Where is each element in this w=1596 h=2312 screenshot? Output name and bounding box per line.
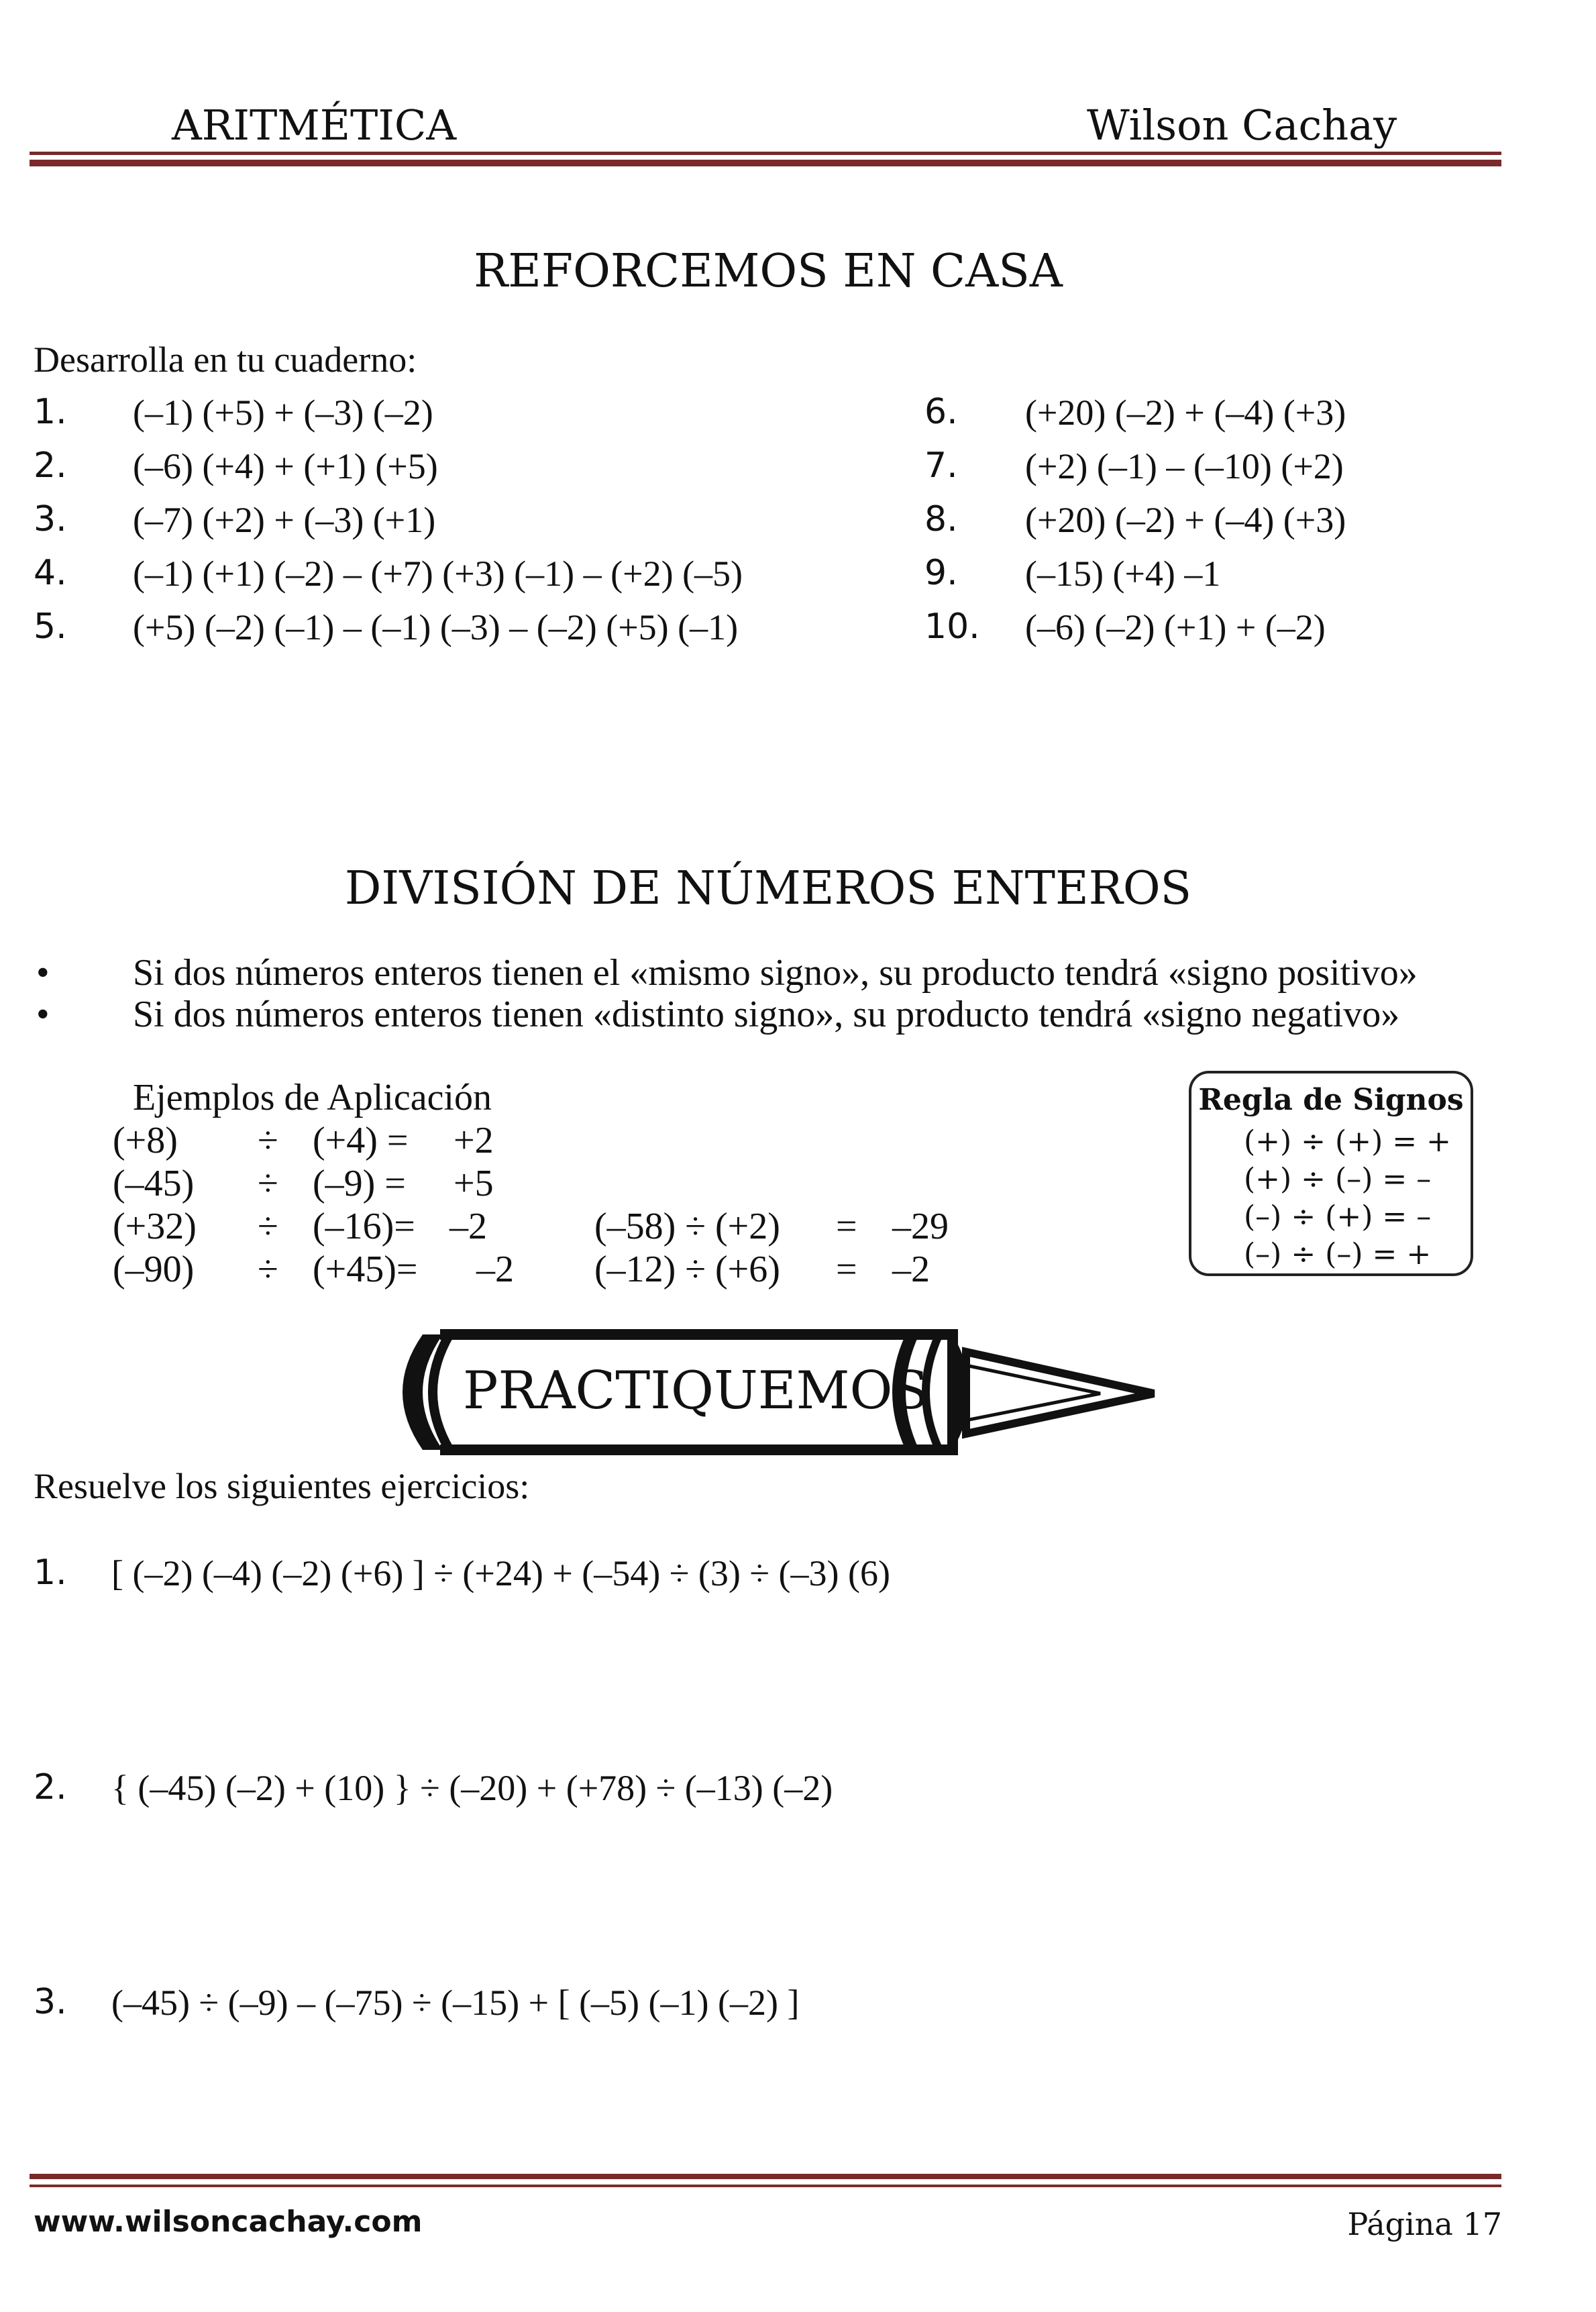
- exercise-number: 1.: [34, 392, 67, 432]
- footer-rule-top: [30, 2174, 1501, 2179]
- exercise-number: 2.: [34, 445, 67, 486]
- practice-number: 3.: [34, 1982, 67, 2022]
- header-subject: ARITMÉTICA: [172, 101, 457, 150]
- bullet-dot: •: [36, 952, 50, 994]
- practice-number: 1.: [34, 1553, 67, 1593]
- example-divisor: (+4) =: [313, 1120, 409, 1161]
- exercise-number: 5.: [34, 607, 67, 647]
- example-divisor: (–16)=: [313, 1206, 415, 1247]
- exercise-expression: (+20) (–2) + (–4) (+3): [1025, 392, 1346, 433]
- exercise-expression: (–7) (+2) + (–3) (+1): [133, 500, 436, 540]
- footer-rule-bottom: [30, 2185, 1501, 2187]
- practice-expression: [ (–2) (–4) (–2) (+6) ] ÷ (+24) + (–54) ÷ (3) ÷ (–3) (6): [111, 1553, 890, 1593]
- equals-sign: =: [836, 1249, 857, 1290]
- section-title-reforcemos: REFORCEMOS EN CASA: [474, 245, 1063, 298]
- exercise-number: 6.: [924, 392, 958, 432]
- exercise-expression: (–15) (+4) –1: [1025, 554, 1221, 594]
- example-expression: (–58) ÷ (+2): [594, 1206, 780, 1247]
- division-sign: ÷: [258, 1120, 278, 1161]
- example-result: –2: [449, 1206, 487, 1247]
- example-dividend: (–45): [113, 1163, 195, 1204]
- exercise-number: 3.: [34, 499, 67, 539]
- examples-title: Ejemplos de Aplicación: [133, 1077, 492, 1118]
- example-dividend: (+32): [113, 1206, 197, 1247]
- division-sign: ÷: [258, 1206, 278, 1247]
- header-author: Wilson Cachay: [1087, 101, 1397, 150]
- division-sign: ÷: [258, 1163, 278, 1204]
- header-rule-top: [30, 152, 1501, 155]
- exercise-number: 4.: [34, 553, 67, 593]
- practice-expression: (–45) ÷ (–9) – (–75) ÷ (–15) + [ (–5) (–1) (–2) ]: [111, 1983, 800, 2023]
- rule-text-different-sign: Si dos números enteros tienen «distinto signo», su producto tendrá «signo negativo»: [133, 994, 1400, 1035]
- exercise-expression: (–6) (–2) (+1) + (–2): [1025, 607, 1326, 647]
- example-dividend: (+8): [113, 1120, 178, 1161]
- exercise-expression: (–1) (+5) + (–3) (–2): [133, 392, 433, 433]
- exercise-number: 9.: [924, 553, 958, 593]
- rule-text-same-sign: Si dos números enteros tienen el «mismo signo», su producto tendrá «signo positivo»: [133, 952, 1418, 994]
- sign-rule-row: (+) ÷ (+) = +: [1244, 1124, 1451, 1159]
- example-result: +2: [454, 1120, 494, 1161]
- sign-rule-row: (+) ÷ (–) = –: [1244, 1162, 1432, 1196]
- example-result: –29: [892, 1206, 949, 1247]
- exercise-expression: (–1) (+1) (–2) – (+7) (+3) (–1) – (+2) (–5): [133, 554, 743, 594]
- sign-rule-row: (–) ÷ (–) = +: [1244, 1237, 1432, 1271]
- banner-text: PRACTIQUEMOS: [463, 1361, 928, 1421]
- exercise-expression: (+20) (–2) + (–4) (+3): [1025, 500, 1346, 540]
- exercise-number: 10.: [924, 607, 980, 647]
- footer-website-link[interactable]: www.wilsoncachay.com: [34, 2205, 423, 2239]
- exercise-expression: (–6) (+4) + (+1) (+5): [133, 446, 438, 486]
- practice-number: 2.: [34, 1767, 67, 1807]
- example-dividend: (–90): [113, 1249, 195, 1290]
- sign-rule-box: [1189, 1071, 1473, 1276]
- header-rule-bottom: [30, 160, 1501, 166]
- exercise-expression: (+5) (–2) (–1) – (–1) (–3) – (–2) (+5) (–1): [133, 607, 739, 647]
- section-title-division: DIVISIÓN DE NÚMEROS ENTEROS: [344, 862, 1192, 915]
- equals-sign: =: [836, 1206, 857, 1247]
- example-expression: (–12) ÷ (+6): [594, 1249, 780, 1290]
- example-divisor: (+45)=: [313, 1249, 418, 1290]
- division-sign: ÷: [258, 1249, 278, 1290]
- exercise-expression: (+2) (–1) – (–10) (+2): [1025, 446, 1344, 486]
- section1-instruction: Desarrolla en tu cuaderno:: [34, 339, 417, 380]
- sign-rule-title: Regla de Signos: [1198, 1083, 1464, 1117]
- exercise-number: 8.: [924, 499, 958, 539]
- example-result: –2: [892, 1249, 930, 1290]
- bullet-dot: •: [36, 994, 50, 1035]
- practice-expression: { (–45) (–2) + (10) } ÷ (–20) + (+78) ÷ (–13) (–2): [111, 1768, 833, 1808]
- exercise-number: 7.: [924, 445, 958, 486]
- example-divisor: (–9) =: [313, 1163, 406, 1204]
- example-result: +5: [454, 1163, 494, 1204]
- practice-instruction: Resuelve los siguientes ejercicios:: [34, 1466, 530, 1506]
- sign-rule-row: (–) ÷ (+) = –: [1244, 1200, 1432, 1234]
- footer-page-number: Página 17: [1347, 2206, 1502, 2242]
- example-result: –2: [476, 1249, 514, 1290]
